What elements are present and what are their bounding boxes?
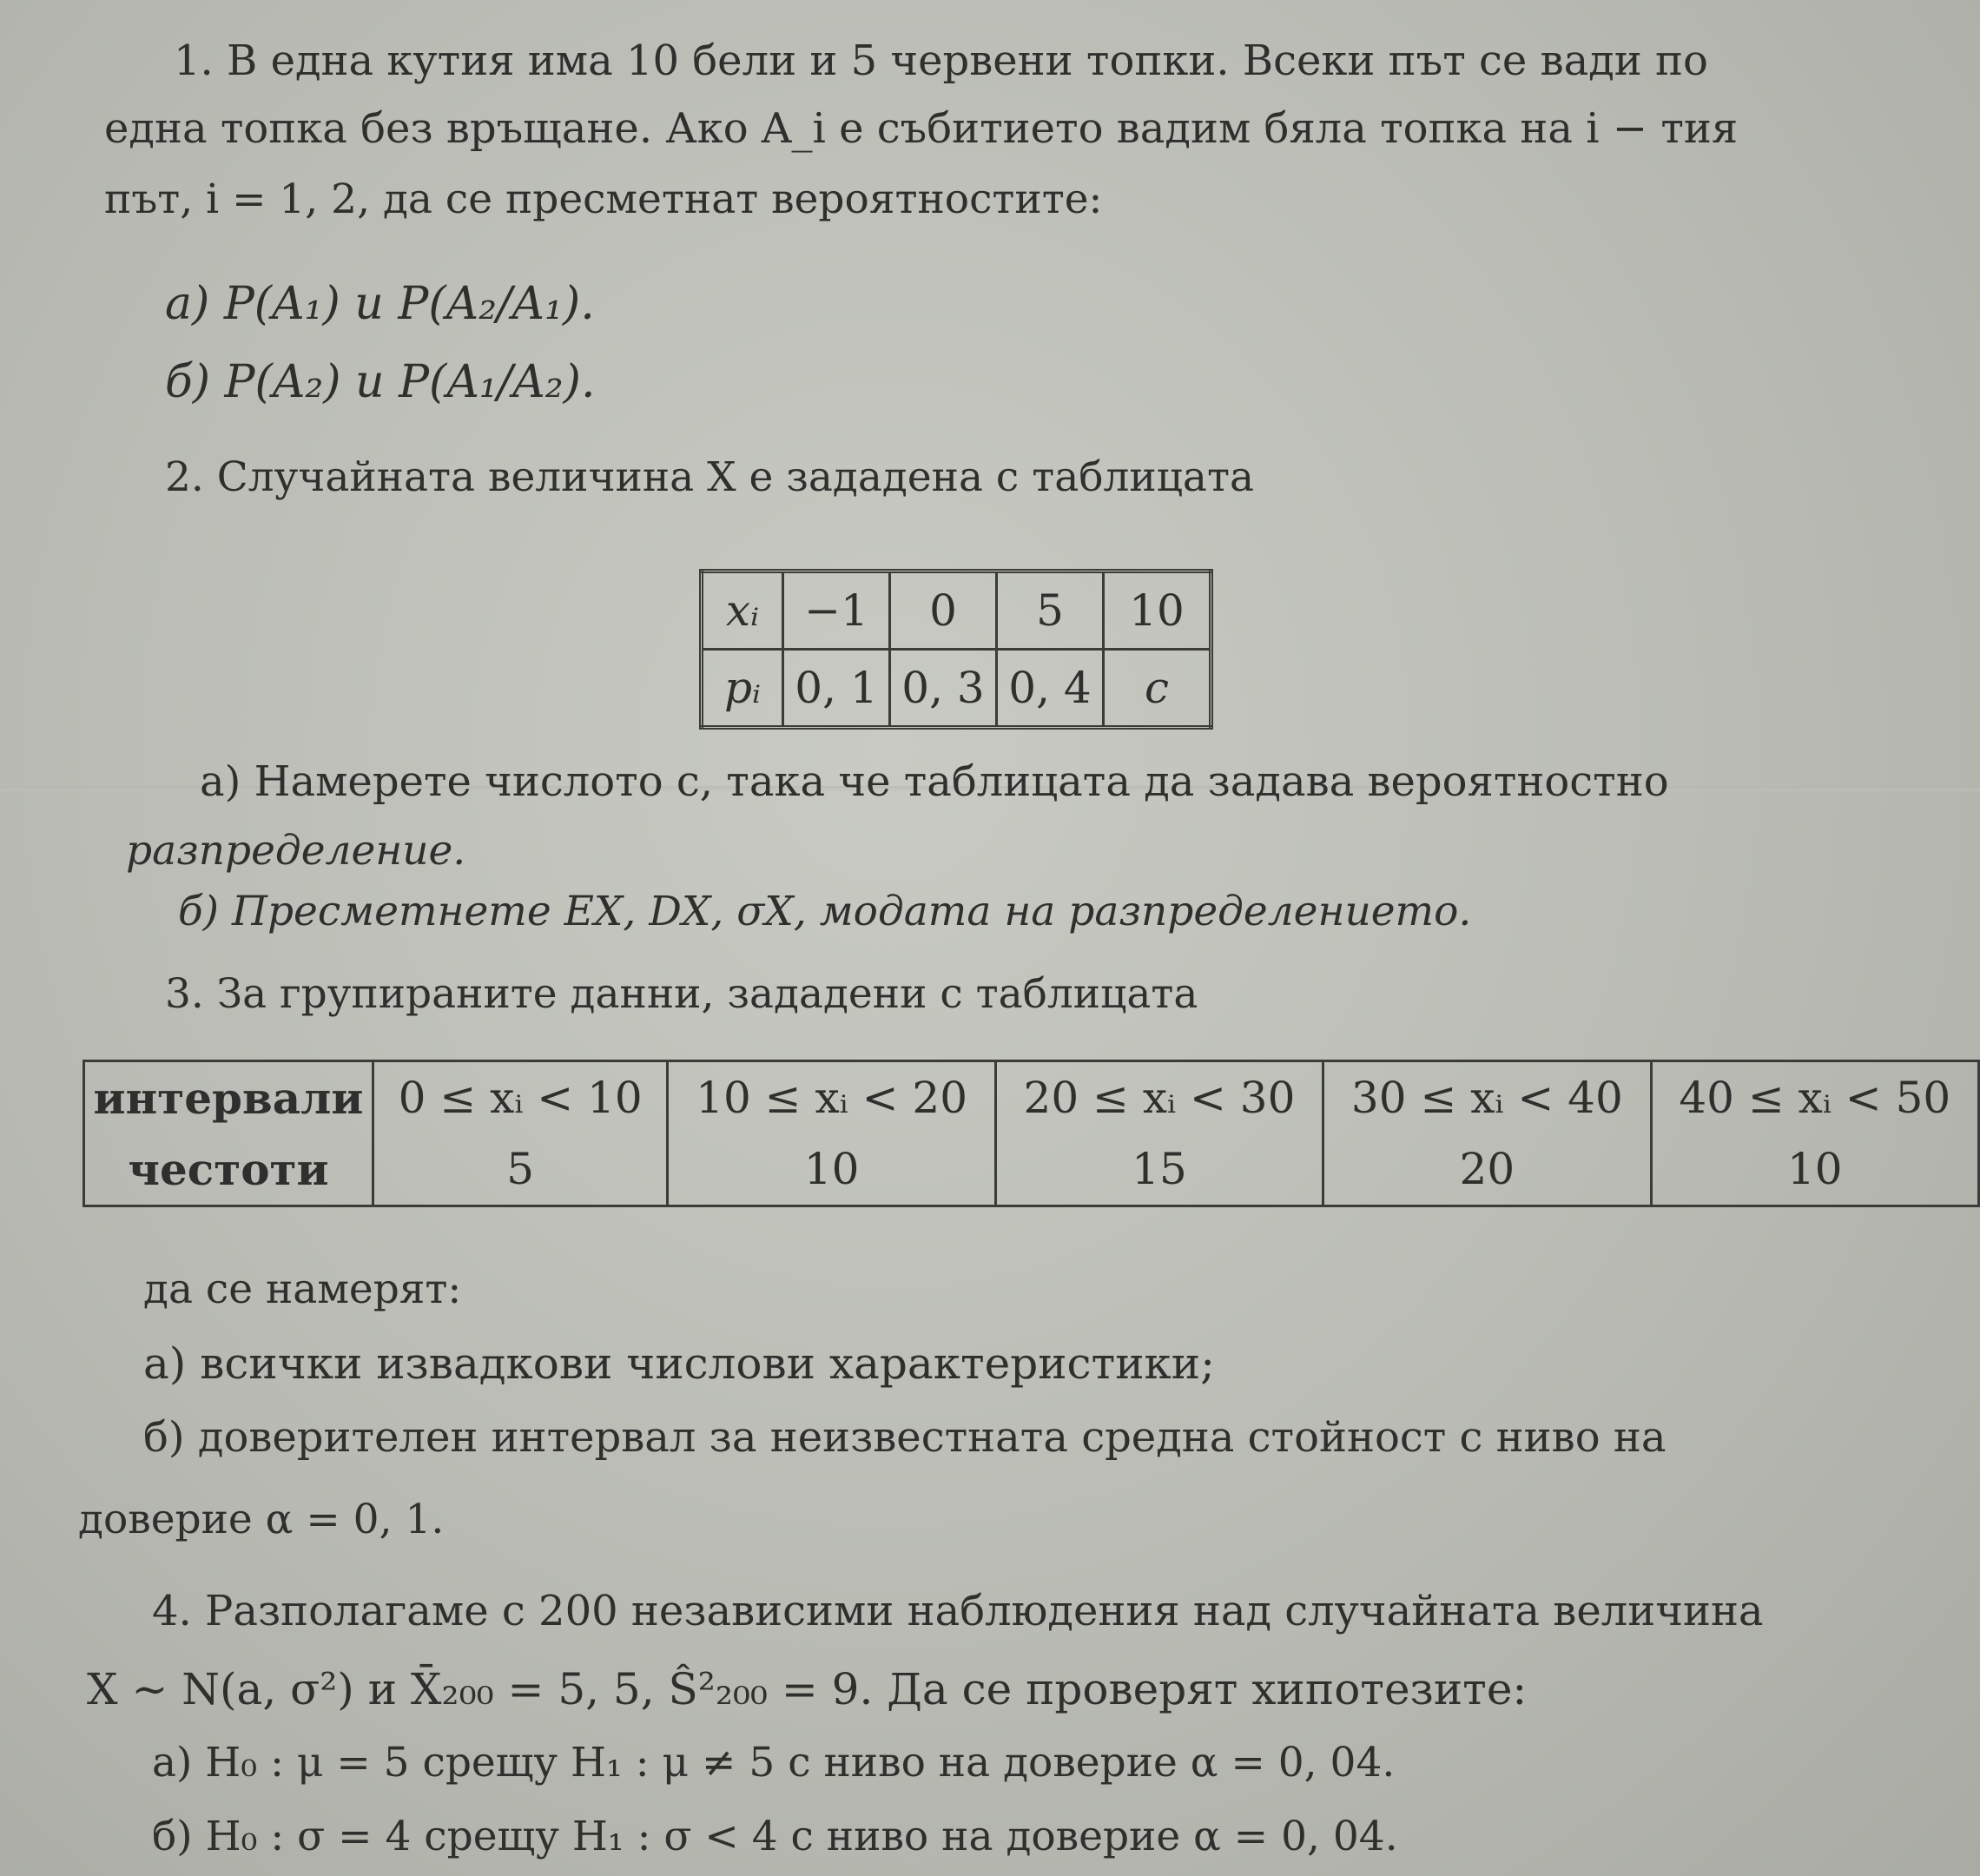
p-cell: c: [1104, 650, 1211, 728]
intervals-label-cell: интервали: [84, 1061, 373, 1134]
p2-intro: 2. Случайната величина X е зададена с таблицата: [165, 453, 1254, 501]
table-row: [702, 571, 1211, 650]
p3-b-line2: доверие α = 0, 1.: [78, 1496, 445, 1543]
freq-label-cell: честоти: [84, 1133, 373, 1206]
interval-cell: 20 ≤ xᵢ < 30: [995, 1061, 1323, 1134]
p4-line1: 4. Разполагаме с 200 независими наблюдения над случайната величина: [152, 1587, 1764, 1635]
interval-cell: 40 ≤ xᵢ < 50: [1651, 1061, 1978, 1134]
p4-b: б) H₀ : σ = 4 срещу H₁ : σ < 4 с ниво на доверие α = 0, 04.: [152, 1813, 1398, 1860]
p2-a-line1: а) Намерете числото c, така че таблицата да задава вероятностно: [200, 757, 1669, 806]
p4-line2: X ∼ N(a, σ²) и X̄₂₀₀ = 5, 5, Ŝ²₂₀₀ = 9. Да се проверят хипотезите:: [87, 1664, 1528, 1714]
p2-a-line2: разпределение.: [126, 827, 466, 875]
x-cell: 0: [890, 571, 997, 650]
interval-cell: 10 ≤ xᵢ < 20: [668, 1061, 995, 1134]
p1-line1: 1. В една кутия има 10 бели и 5 червени топки. Всеки път се вади по: [174, 36, 1708, 85]
p1-a: а) P(A₁) и P(A₂/A₁).: [165, 278, 595, 330]
p-cell: 0, 1: [783, 650, 890, 728]
freq-cell: 10: [668, 1133, 995, 1206]
p3-b-line1: б) доверителен интервал за неизвестната средна стойност с ниво на: [143, 1413, 1666, 1462]
x-cell: 5: [997, 571, 1104, 650]
freq-cell: 5: [373, 1133, 668, 1206]
x-cell: −1: [783, 571, 890, 650]
p1-line3: път, i = 1, 2, да се пресметнат вероятностите:: [104, 175, 1103, 223]
table-row: [84, 1061, 1979, 1134]
p-label-cell: pᵢ: [702, 650, 783, 728]
x-label-cell: xᵢ: [702, 571, 783, 650]
p1-line2: една топка без връщане. Ако A_i е събитието вадим бяла топка на i − тия: [104, 104, 1739, 153]
interval-cell: 30 ≤ xᵢ < 40: [1323, 1061, 1651, 1134]
table-row: [84, 1133, 1979, 1206]
p-cell: 0, 3: [890, 650, 997, 728]
p3-intro: 3. За групираните данни, зададени с таблицата: [165, 970, 1198, 1018]
x-cell: 10: [1104, 571, 1211, 650]
p3-find: да се намерят:: [143, 1265, 462, 1313]
p-cell: 0, 4: [997, 650, 1104, 728]
p3-a: а) всички извадкови числови характеристики;: [143, 1338, 1215, 1389]
freq-cell: 15: [995, 1133, 1323, 1206]
interval-cell: 0 ≤ xᵢ < 10: [373, 1061, 668, 1134]
grouped-data-table: [82, 1060, 1980, 1207]
distribution-table: [699, 569, 1213, 730]
p1-b: б) P(A₂) и P(A₁/A₂).: [165, 356, 596, 408]
p4-a: а) H₀ : μ = 5 срещу H₁ : μ ≠ 5 с ниво на доверие α = 0, 04.: [152, 1739, 1396, 1787]
freq-cell: 20: [1323, 1133, 1651, 1206]
table-row: [702, 650, 1211, 728]
p2-b: б) Пресметнете EX, DX, σX, модата на разпределението.: [178, 888, 1472, 935]
freq-cell: 10: [1651, 1133, 1978, 1206]
